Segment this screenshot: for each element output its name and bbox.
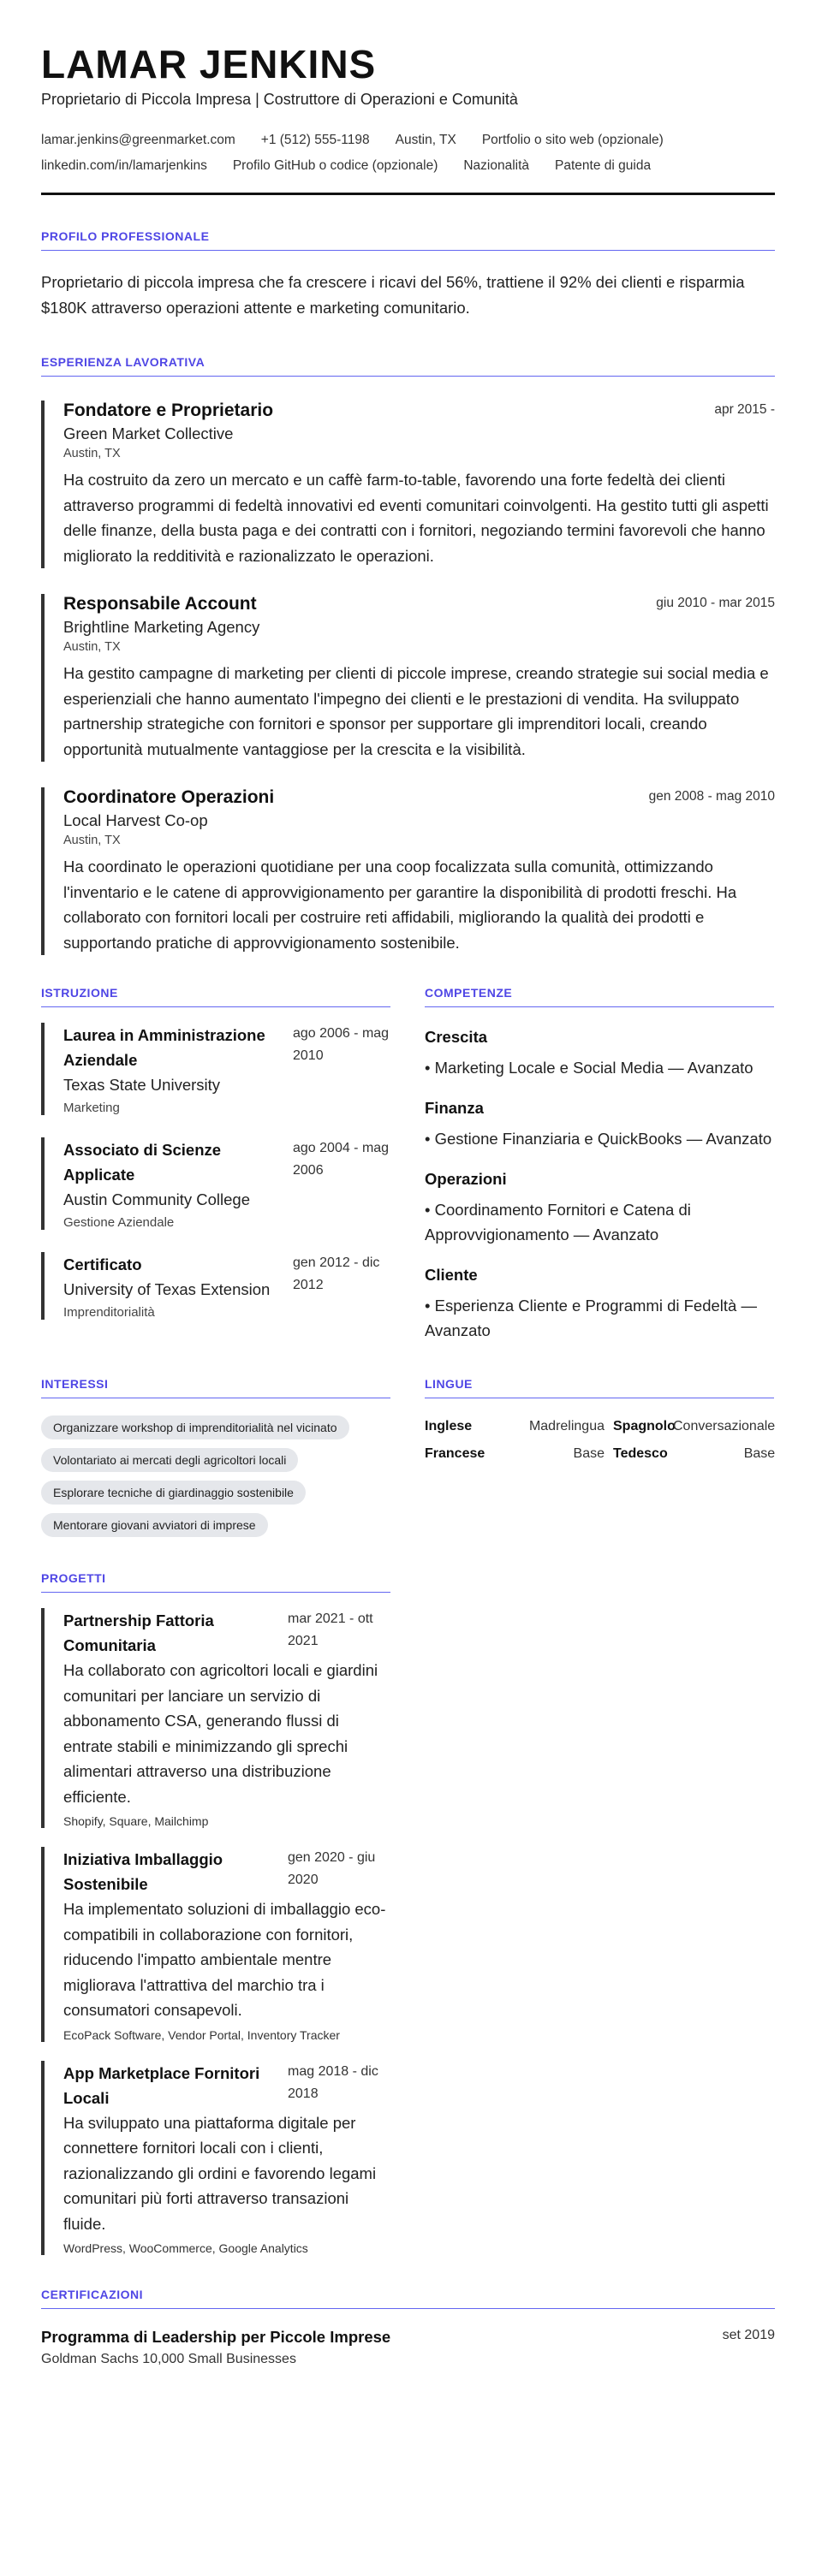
education-entry (41, 1023, 390, 1115)
skill-item: • Coordinamento Fornitori e Catena di Approvvigionamento — Avanzato (425, 1201, 691, 1243)
portfolio-link[interactable]: Portfolio o sito web (opzionale) (481, 133, 664, 147)
skill-category: Operazioni (425, 1170, 507, 1188)
project-name: Iniziativa Imballaggio Sostenibile (63, 1850, 223, 1893)
school-name: Austin Community College (63, 1190, 250, 1208)
experience-section (41, 355, 775, 955)
language-level: Madrelingua (528, 1419, 605, 1433)
interest-tag-wrap (41, 1481, 390, 1505)
degree: Laurea in Amministrazione Aziendale (63, 1026, 265, 1069)
skill-group (425, 1028, 774, 1080)
interest-tag: Mentorare giovani avviatori di imprese (41, 1513, 268, 1537)
language-name: Spagnolo (613, 1419, 676, 1433)
language-name: Tedesco (613, 1446, 668, 1461)
education-dates: ago 2004 - mag 2006 (293, 1141, 390, 1178)
education-skills-row (41, 986, 775, 1343)
certifications-section (41, 2288, 775, 2367)
company-name: Green Market Collective (63, 424, 234, 442)
section-title-summary: PROFILO PROFESSIONALE (41, 229, 210, 243)
education-dates: ago 2006 - mag 2010 (293, 1026, 390, 1063)
job-dates: giu 2010 - mar 2015 (656, 596, 775, 610)
job-description: Ha coordinato le operazioni quotidiane per una coop focalizzata sulla comunità, ottimizzando l'inventario e le catene di approvvigionamento per garantire la disponibilità di prodotti freschi. Ha collaborato con fornitori locali per costruire reti affidabili, migliorando la qualità dei prodotti e supportando pratiche di approvvigionamento sostenibile. (63, 858, 737, 952)
section-title-projects: PROGETTI (41, 1571, 106, 1585)
project-name: Partnership Fattoria Comunitaria (63, 1611, 214, 1654)
language-name: Francese (425, 1446, 485, 1461)
projects-section (41, 1571, 390, 2255)
job-dates: apr 2015 - (714, 402, 775, 417)
project-tech: WordPress, WooCommerce, Google Analytics (63, 2241, 308, 2255)
language-level: Base (573, 1446, 605, 1461)
experience-entry (41, 787, 775, 955)
languages-grid (425, 1419, 774, 1462)
company-name: Local Harvest Co-op (63, 811, 208, 829)
project-dates: gen 2020 - giu 2020 (288, 1850, 376, 1887)
languages-section (425, 1377, 774, 1537)
job-title: Responsabile Account (63, 594, 257, 614)
headline: Proprietario di Piccola Impresa | Costruttore di Operazioni e Comunità (41, 91, 518, 108)
skill-category: Cliente (425, 1266, 478, 1284)
section-title-certifications: CERTIFICAZIONI (41, 2288, 143, 2301)
project-description: Ha implementato soluzioni di imballaggio eco-compatibili in collaborazione con fornitori, riducendo l'impatto ambientale mentre migliorava l'attrattiva del marchio tra i consumatori consapevoli. (63, 1900, 386, 2019)
education-dates: gen 2012 - dic 2012 (293, 1255, 380, 1292)
section-divider (41, 1006, 390, 1007)
project-entry (41, 2061, 390, 2256)
candidate-name: LAMAR JENKINS (41, 42, 377, 86)
job-location: Austin, TX (63, 834, 121, 847)
section-title-education: ISTRUZIONE (41, 986, 118, 1000)
project-entry (41, 1847, 390, 2042)
section-divider (41, 2308, 775, 2309)
contact-row-primary (41, 133, 775, 148)
field-of-study: Marketing (63, 1101, 120, 1115)
skill-item: • Gestione Finanziaria e QuickBooks — Avanzato (425, 1130, 772, 1148)
interest-tag-wrap (41, 1416, 390, 1439)
job-description: Ha costruito da zero un mercato e un caffè farm-to-table, favorendo una forte fedeltà dei clienti attraverso programmi di fedeltà innovativi ed eventi comunitari coinvolgenti. Ha gestito tutti gli aspetti delle finanze, della busta paga e dei contratti con i fornitori, negoziando termini favorevoli che hanno migliorato la redditività e razionalizzato le operazioni. (63, 471, 769, 565)
language-level: Conversazionale (673, 1419, 776, 1433)
contact-row-secondary (41, 158, 775, 174)
job-title: Fondatore e Proprietario (63, 401, 274, 420)
section-divider (425, 1006, 774, 1007)
section-title-experience: ESPERIENZA LAVORATIVA (41, 355, 205, 369)
certification-entry (41, 2328, 775, 2367)
nationality: Nazionalità (463, 158, 530, 173)
summary-text: Proprietario di piccola impresa che fa crescere i ricavi del 56%, trattiene il 92% dei clienti e risparmia $180K attraverso operazioni attente e marketing comunitario. (41, 273, 745, 317)
interests-section (41, 1377, 390, 1537)
field-of-study: Gestione Aziendale (63, 1215, 175, 1230)
job-description: Ha gestito campagne di marketing per clienti di piccole imprese, creando strategie sui social media e esperienziali che hanno aumentato l'impegno dei clienti e le prestazioni di vendita. Ha sviluppato partnership strategiche con fornitori e sponsor per supportare gli imprenditori locali, creando opportunità mutualmente vantaggiose per la crescita e la visibilità. (63, 664, 769, 758)
project-description: Ha sviluppato una piattaforma digitale per connettere fornitori locali con i clienti, razionalizzando gli ordini e favorendo legami comunitari più forti attraverso transazioni fluide. (63, 2113, 377, 2233)
experience-entry (41, 401, 775, 568)
location: Austin, TX (395, 133, 456, 147)
skill-category: Finanza (425, 1099, 484, 1117)
school-name: University of Texas Extension (63, 1280, 271, 1298)
certification-name: Programma di Leadership per Piccole Imprese (41, 2328, 391, 2346)
section-divider (41, 376, 775, 377)
skill-category: Crescita (425, 1028, 488, 1046)
section-divider (41, 1592, 390, 1593)
skill-group (425, 1170, 774, 1247)
degree: Associato di Scienze Applicate (63, 1141, 222, 1184)
project-dates: mar 2021 - ott 2021 (288, 1611, 373, 1648)
interest-tag-wrap (41, 1513, 390, 1537)
header-divider (41, 193, 775, 195)
linkedin-link[interactable]: linkedin.com/in/lamarjenkins (41, 158, 207, 173)
project-tech: Shopify, Square, Mailchimp (63, 1814, 209, 1828)
interest-tag: Organizzare workshop di imprenditorialità nel vicinato (41, 1416, 349, 1439)
project-dates: mag 2018 - dic 2018 (288, 2063, 378, 2101)
project-tech: EcoPack Software, Vendor Portal, Inventory Tracker (63, 2027, 340, 2042)
interests-languages-row (41, 1377, 775, 1537)
education-section (41, 986, 390, 1343)
skill-item: • Esperienza Cliente e Programmi di Fedeltà — Avanzato (425, 1297, 757, 1339)
interest-tag-wrap (41, 1448, 390, 1472)
language-name: Inglese (425, 1419, 473, 1433)
skills-section (425, 986, 774, 1343)
certification-issuer: Goldman Sachs 10,000 Small Businesses (41, 2352, 296, 2366)
project-entry (41, 1608, 390, 1828)
degree: Certificato (63, 1255, 142, 1273)
experience-entry (41, 594, 775, 762)
email-link[interactable]: lamar.jenkins@greenmarket.com (41, 133, 235, 147)
section-divider (41, 250, 775, 251)
education-entry (41, 1252, 390, 1320)
project-name: App Marketplace Fornitori Locali (63, 2063, 260, 2107)
interest-tag: Volontariato ai mercati degli agricoltori locali (41, 1448, 298, 1472)
job-location: Austin, TX (63, 640, 121, 654)
job-title: Coordinatore Operazioni (63, 787, 275, 807)
job-dates: gen 2008 - mag 2010 (648, 789, 775, 804)
education-entry (41, 1137, 390, 1230)
summary-section (41, 229, 775, 321)
field-of-study: Imprenditorialità (63, 1305, 155, 1320)
driving-license: Patente di guida (555, 158, 652, 173)
github-link[interactable]: Profilo GitHub o codice (opzionale) (232, 158, 438, 173)
school-name: Texas State University (63, 1076, 221, 1094)
section-title-interests: INTERESSI (41, 1377, 109, 1391)
skill-item: • Marketing Locale e Social Media — Avanzato (425, 1059, 753, 1077)
interest-tag: Esplorare tecniche di giardinaggio sostenibile (41, 1481, 306, 1505)
section-title-languages: LINGUE (425, 1377, 473, 1391)
certification-date: set 2019 (722, 2328, 775, 2342)
phone-number[interactable]: +1 (512) 555-1198 (260, 133, 370, 147)
section-title-skills: COMPETENZE (425, 986, 513, 1000)
language-level: Base (743, 1446, 776, 1461)
company-name: Brightline Marketing Agency (63, 618, 260, 636)
skill-group (425, 1099, 774, 1151)
project-description: Ha collaborato con agricoltori locali e giardini comunitari per lanciare un servizio di abbonamento CSA, generando flussi di entrate stabili e minimizzando gli sprechi alimentari attraverso una distribuzione efficiente. (63, 1661, 378, 1806)
skill-group (425, 1266, 774, 1343)
job-location: Austin, TX (63, 447, 121, 460)
